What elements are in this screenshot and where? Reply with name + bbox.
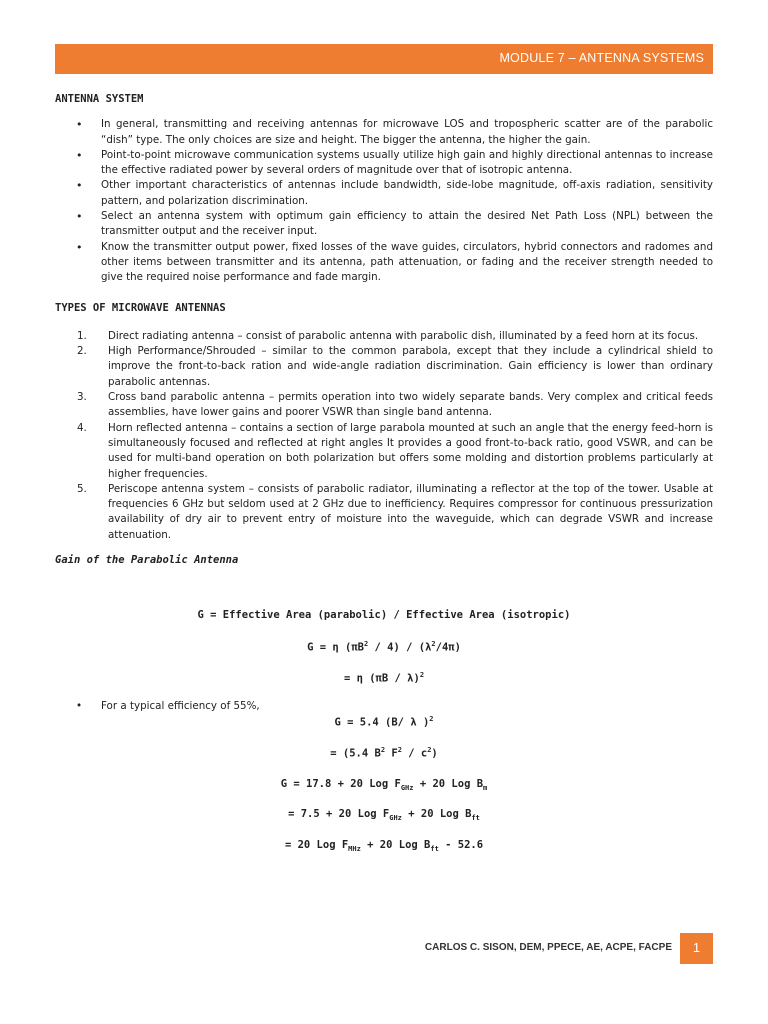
gain-heading: Gain of the Parabolic Antenna [55, 554, 239, 567]
equation-gain-simplified: = η (πB / λ)$^2$ [343, 671, 425, 685]
footer-author: CARLOS C. SISON, DEM, PPECE, AE, ACPE, FACPE [424, 942, 672, 953]
list-item: 5. Periscope antenna system – consists of parabolic radiator, illuminating a reflector at the top of the tower. Usable at frequencies 6 GHz but seldom used at 2 GHz due to inefficiency. Requires compressor for continuous pressurization availability of dry air to prevent entry of moisture into the waveguide, which can degrade VSWR and increase attenuation. [77, 482, 713, 541]
equation-gain-db-feet: = 7.5 + 20 Log $F_{GHz} + 20$ Log $B_{ft}$ [288, 808, 480, 823]
bullet-icon: • [76, 148, 83, 162]
bullet-icon: • [76, 179, 83, 193]
list-item: 3. Cross band parabolic antenna – permits operation into two widely separate bands. Very complex and critical feeds assemblies, have lower gains and poorer VSWR than single band antenna. [77, 391, 713, 419]
page-number: 1 [692, 940, 701, 955]
list-item: • Other important characteristics of antennas include bandwidth, side-lobe magnitude, off-axis radiation, sensitivity pattern, and polarization discrimination. [76, 179, 713, 207]
bullet-icon: • [76, 118, 83, 132]
equation-gain-frequency: = (5.4 $B^2$ $F^2 / c^2$) [330, 746, 438, 760]
antenna-types-list [55, 329, 713, 543]
equation-gain-definition: G = Effective Area (parabolic) / Effective Area (isotropic) [197, 609, 571, 621]
header-title: MODULE 7 – ANTENNA SYSTEMS [499, 51, 704, 65]
header-bar [55, 44, 713, 74]
equation-gain-db-mhz: = 20 Log $F_{MHz} + 20$ Log $B_{ft} - 52.6$ [284, 839, 484, 854]
list-item: • Select an antenna system with optimum gain efficiency to attain the desired Net Path Loss (NPL) between the transmitter output and the receiver input. [76, 210, 713, 238]
list-item: • Point-to-point microwave communication systems usually utilize high gain and highly directional antennas to increase the effective radiated power by several orders of magnitude over that of isotropic antenna. [76, 148, 713, 177]
list-item: • In general, transmitting and receiving antennas for microwave LOS and tropospheric scatter are of the parabolic “dish” type. The only choices are size and height. The bigger the antenna, the higher the gain. [76, 118, 713, 146]
antenna-bullet-list [55, 117, 713, 285]
section-heading-types: TYPES OF MICROWAVE ANTENNAS [55, 301, 226, 314]
page-number-box [680, 933, 713, 964]
bullet-icon: • [76, 210, 83, 224]
list-item: 1. Direct radiating antenna – consist of parabolic antenna with parabolic dish, illuminated by a feed horn at its focus. [77, 329, 699, 342]
section-heading-antenna-system: ANTENNA SYSTEM [55, 93, 144, 105]
list-item: • Know the transmitter output power, fixed losses of the wave guides, circulators, hybrid connectors and radomes and other items between transmitter and its antenna, path attenuation, or fading and the receiver strength needed to give the required noise performance and fade margin. [76, 240, 713, 284]
list-item: 4. Horn reflected antenna – contains a section of large parabola mounted at such an angle that the energy feed-horn is simultaneously focused and reflected at right angles It provides a good front-to-back ratio, good VSWR, and can be used for multi-band operation on both polarization but offers some molding and distortion problems particularly at higher frequencies. [77, 421, 713, 480]
bullet-icon: • [76, 700, 83, 712]
list-item: 2. High Performance/Shrouded – similar to the common parabola, except that they include a cylindrical shield to improve the front-to-back ration and wide-angle radiation discrimination. Gain efficiency is lower than ordinary parabolic antennas. [77, 345, 713, 388]
equation-gain-55: G = 5.4 (B/ λ )$^2$ [334, 715, 434, 729]
document-body [55, 88, 713, 579]
equation-gain-area: G = η $(\pi B^2 / 4) / (\lambda^2/4\pi)$ [307, 640, 461, 654]
equation-gain-db-meters: G = 17.8 + 20 Log $F_{GHz} + 20$ Log $B_m$ [280, 778, 488, 793]
bullet-icon: • [76, 240, 83, 254]
